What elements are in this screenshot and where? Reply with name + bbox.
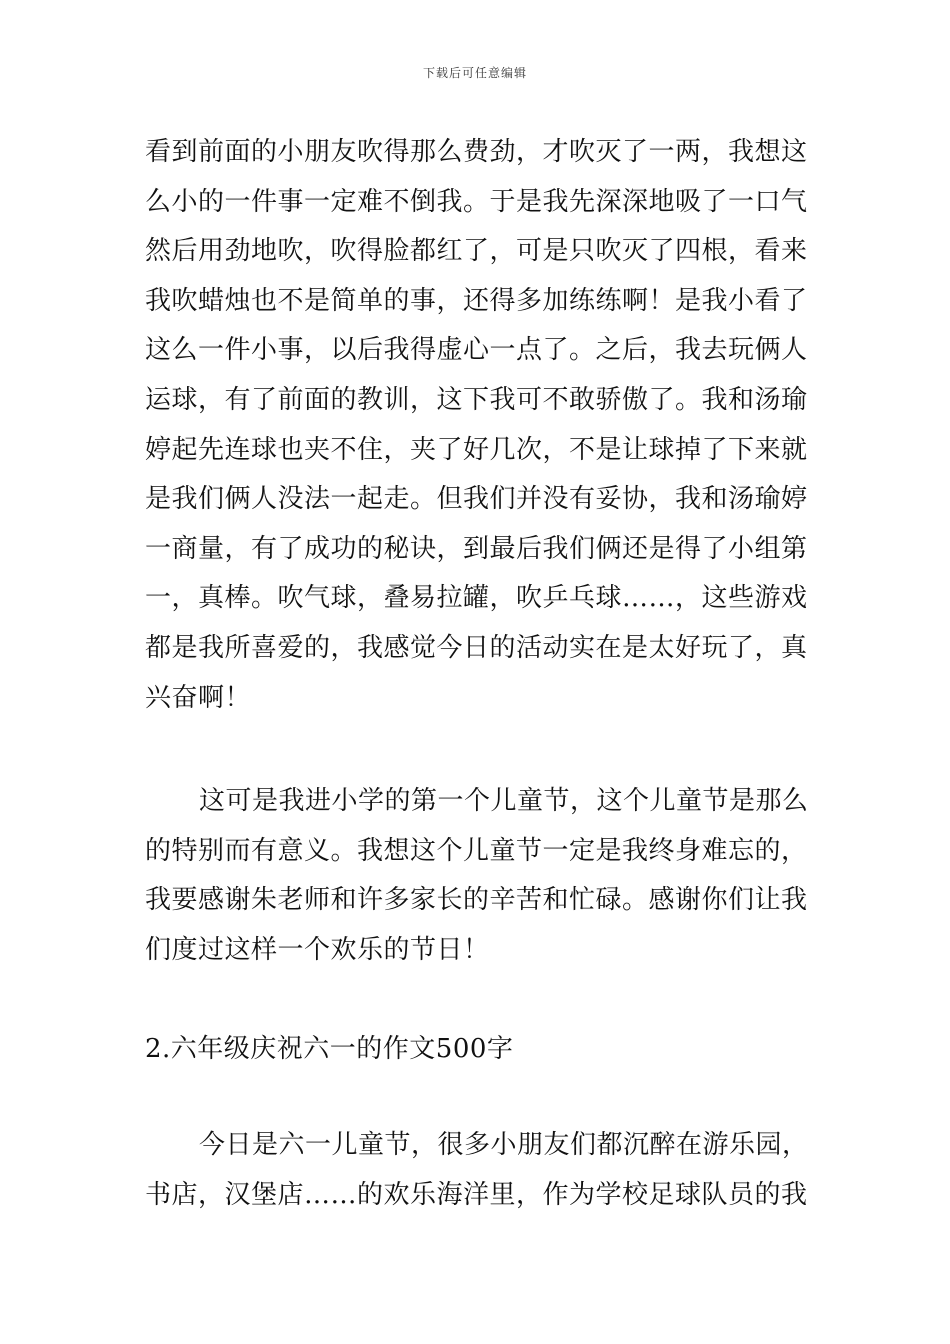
paragraph-spacer [145, 976, 810, 1025]
text-line: 一，真棒。吹气球，叠易拉罐，吹乒乓球……，这些游戏 [145, 583, 808, 614]
text-line: 一商量，有了成功的秘诀，到最后我们俩还是得了小组第 [145, 533, 808, 564]
document-body [145, 128, 810, 1220]
text-line: 们度过这样一个欢乐的节日！ [145, 934, 490, 965]
paragraph-1 [145, 128, 810, 723]
text-line: 这么一件小事，以后我得虚心一点了。之后，我去玩俩人 [145, 335, 808, 366]
section-heading: 2.六年级庆祝六一的作文500字 [145, 1033, 514, 1064]
page-header: 下载后可任意编辑 [422, 66, 527, 80]
text-line: 然后用劲地吹，吹得脸都红了，可是只吹灭了四根，看来 [145, 236, 808, 267]
text-line: 兴奋啊！ [145, 682, 252, 713]
text-line: 书店，汉堡店……的欢乐海洋里，作为学校足球队员的我 [145, 1179, 808, 1210]
text-line: 运球，有了前面的教训，这下我可不敢骄傲了。我和汤瑜 [145, 384, 808, 415]
text-line: 婷起先连球也夹不住，夹了好几次，不是让球掉了下来就 [145, 434, 808, 465]
paragraph-spacer [145, 1074, 810, 1121]
paragraph-spacer [145, 723, 810, 777]
text-line: 今日是六一儿童节，很多小朋友们都沉醉在游乐园， [199, 1130, 809, 1161]
text-line: 我吹蜡烛也不是简单的事，还得多加练练啊！是我小看了 [145, 285, 808, 316]
text-line: 我要感谢朱老师和许多家长的辛苦和忙碌。感谢你们让我 [145, 885, 808, 916]
text-line: 么小的一件事一定难不倒我。于是我先深深地吸了一口气 [145, 186, 808, 217]
text-line: 的特别而有意义。我想这个儿童节一定是我终身难忘的， [145, 835, 808, 866]
text-line: 是我们俩人没法一起走。但我们并没有妥协，我和汤瑜婷 [145, 484, 808, 515]
text-line: 都是我所喜爱的，我感觉今日的活动实在是太好玩了，真 [145, 632, 808, 663]
paragraph-3 [145, 1121, 810, 1220]
text-line: 看到前面的小朋友吹得那么费劲，才吹灭了一两，我想这 [145, 137, 808, 167]
text-line: 这可是我进小学的第一个儿童节，这个儿童节是那么 [199, 786, 809, 817]
paragraph-2 [145, 777, 810, 975]
